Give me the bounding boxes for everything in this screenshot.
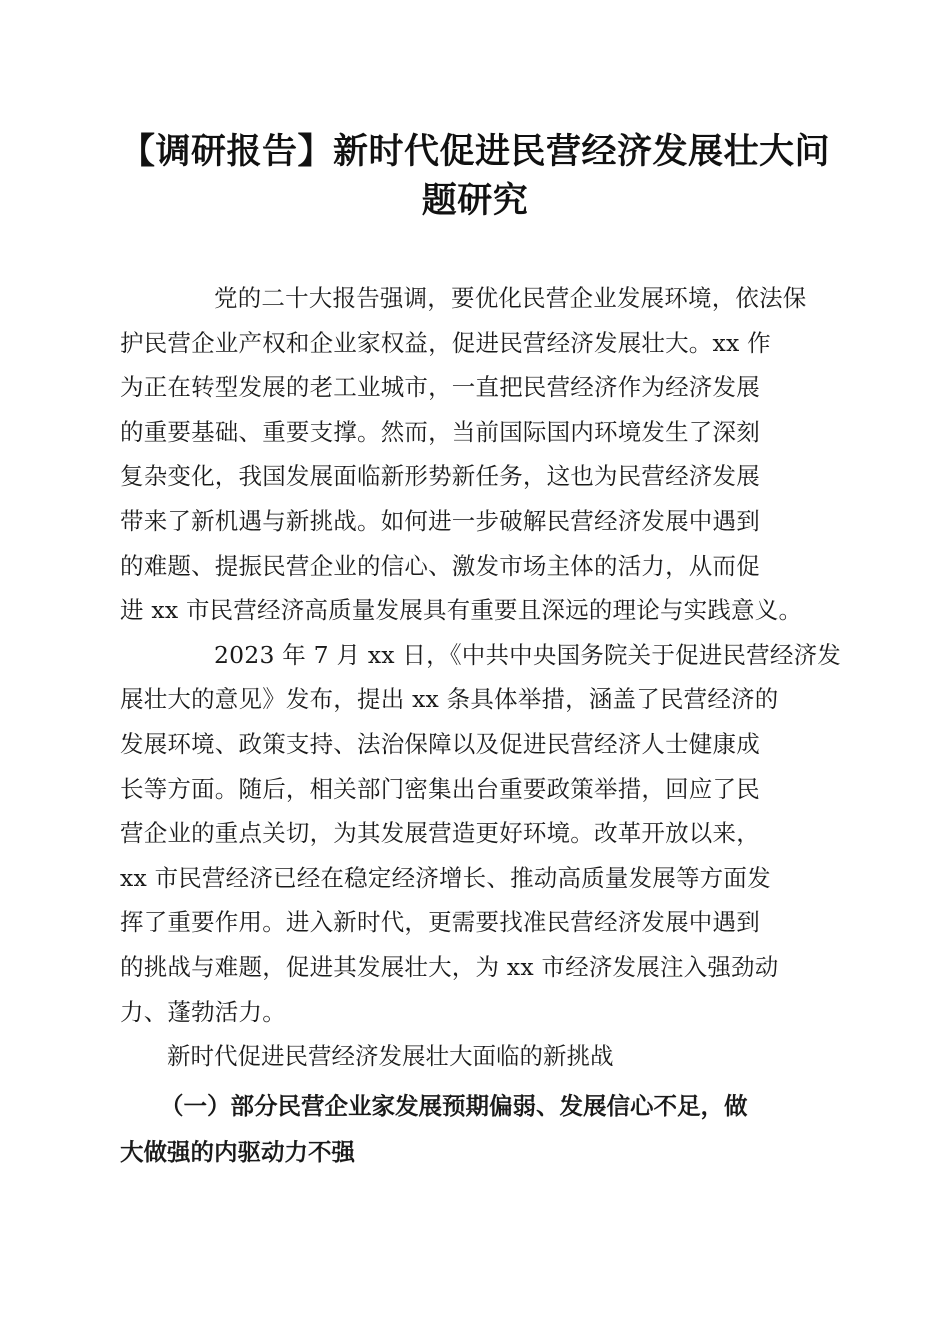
title-line: 【调研报告】新时代促进民营经济发展壮大问 xyxy=(120,132,831,172)
text-line: 力、蓬勃活力。 xyxy=(120,997,286,1026)
text-line: 2023 年 7 月 xx 日，《中共中央国务院关于促进民营经济发 xyxy=(214,640,841,669)
text-line: 大做强的内驱动力不强 xyxy=(120,1137,355,1166)
title-block xyxy=(120,128,830,226)
title-line: 题研究 xyxy=(421,181,529,221)
text-line: 展壮大的意见》发布，提出 xx 条具体举措，涵盖了民营经济的 xyxy=(120,685,779,714)
paragraph-intro xyxy=(120,276,832,633)
text-line: 发展环境、政策支持、法治保障以及促进民营经济人士健康成 xyxy=(120,729,760,758)
text-line: 挥了重要作用。进入新时代，更需要找准民营经济发展中遇到 xyxy=(120,908,760,937)
text-line: 的难题、提振民营企业的信心、激发市场主体的活力，从而促 xyxy=(120,551,760,580)
document-title xyxy=(120,128,830,226)
document-body xyxy=(120,276,841,1175)
text-line: 党的二十大报告强调，要优化民营企业发展环境，依法保 xyxy=(214,284,807,312)
section-heading: 新时代促进民营经济发展壮大面临的新挑战 xyxy=(167,1042,614,1071)
text-line: 营企业的重点关切，为其发展营造更好环境。改革开放以来， xyxy=(120,819,760,848)
text-line: 的重要基础、重要支撑。然而，当前国际国内环境发生了深刻 xyxy=(120,417,760,446)
text-line: 进 xx 市民营经济高质量发展具有重要且深远的理论与实践意义。 xyxy=(120,596,803,625)
text-line: 为正在转型发展的老工业城市，一直把民营经济作为经济发展 xyxy=(120,373,760,402)
subsection-heading xyxy=(120,1083,832,1175)
text-line: 的挑战与难题，促进其发展壮大，为 xx 市经济发展注入强劲动 xyxy=(120,952,779,981)
text-line: 长等方面。随后，相关部门密集出台重要政策举措，回应了民 xyxy=(120,774,760,803)
text-line: 带来了新机遇与新挑战。如何进一步破解民营经济发展中遇到 xyxy=(120,506,760,535)
text-line: 复杂变化，我国发展面临新形势新任务，这也为民营经济发展 xyxy=(120,462,760,491)
text-line: （一）部分民营企业家发展预期偏弱、发展信心不足，做 xyxy=(160,1091,748,1120)
text-line: 护民营企业产权和企业家权益，促进民营经济发展壮大。xx 作 xyxy=(120,328,771,357)
paragraph-policy xyxy=(120,633,841,1034)
text-line: xx 市民营经济已经在稳定经济增长、推动高质量发展等方面发 xyxy=(120,863,771,892)
